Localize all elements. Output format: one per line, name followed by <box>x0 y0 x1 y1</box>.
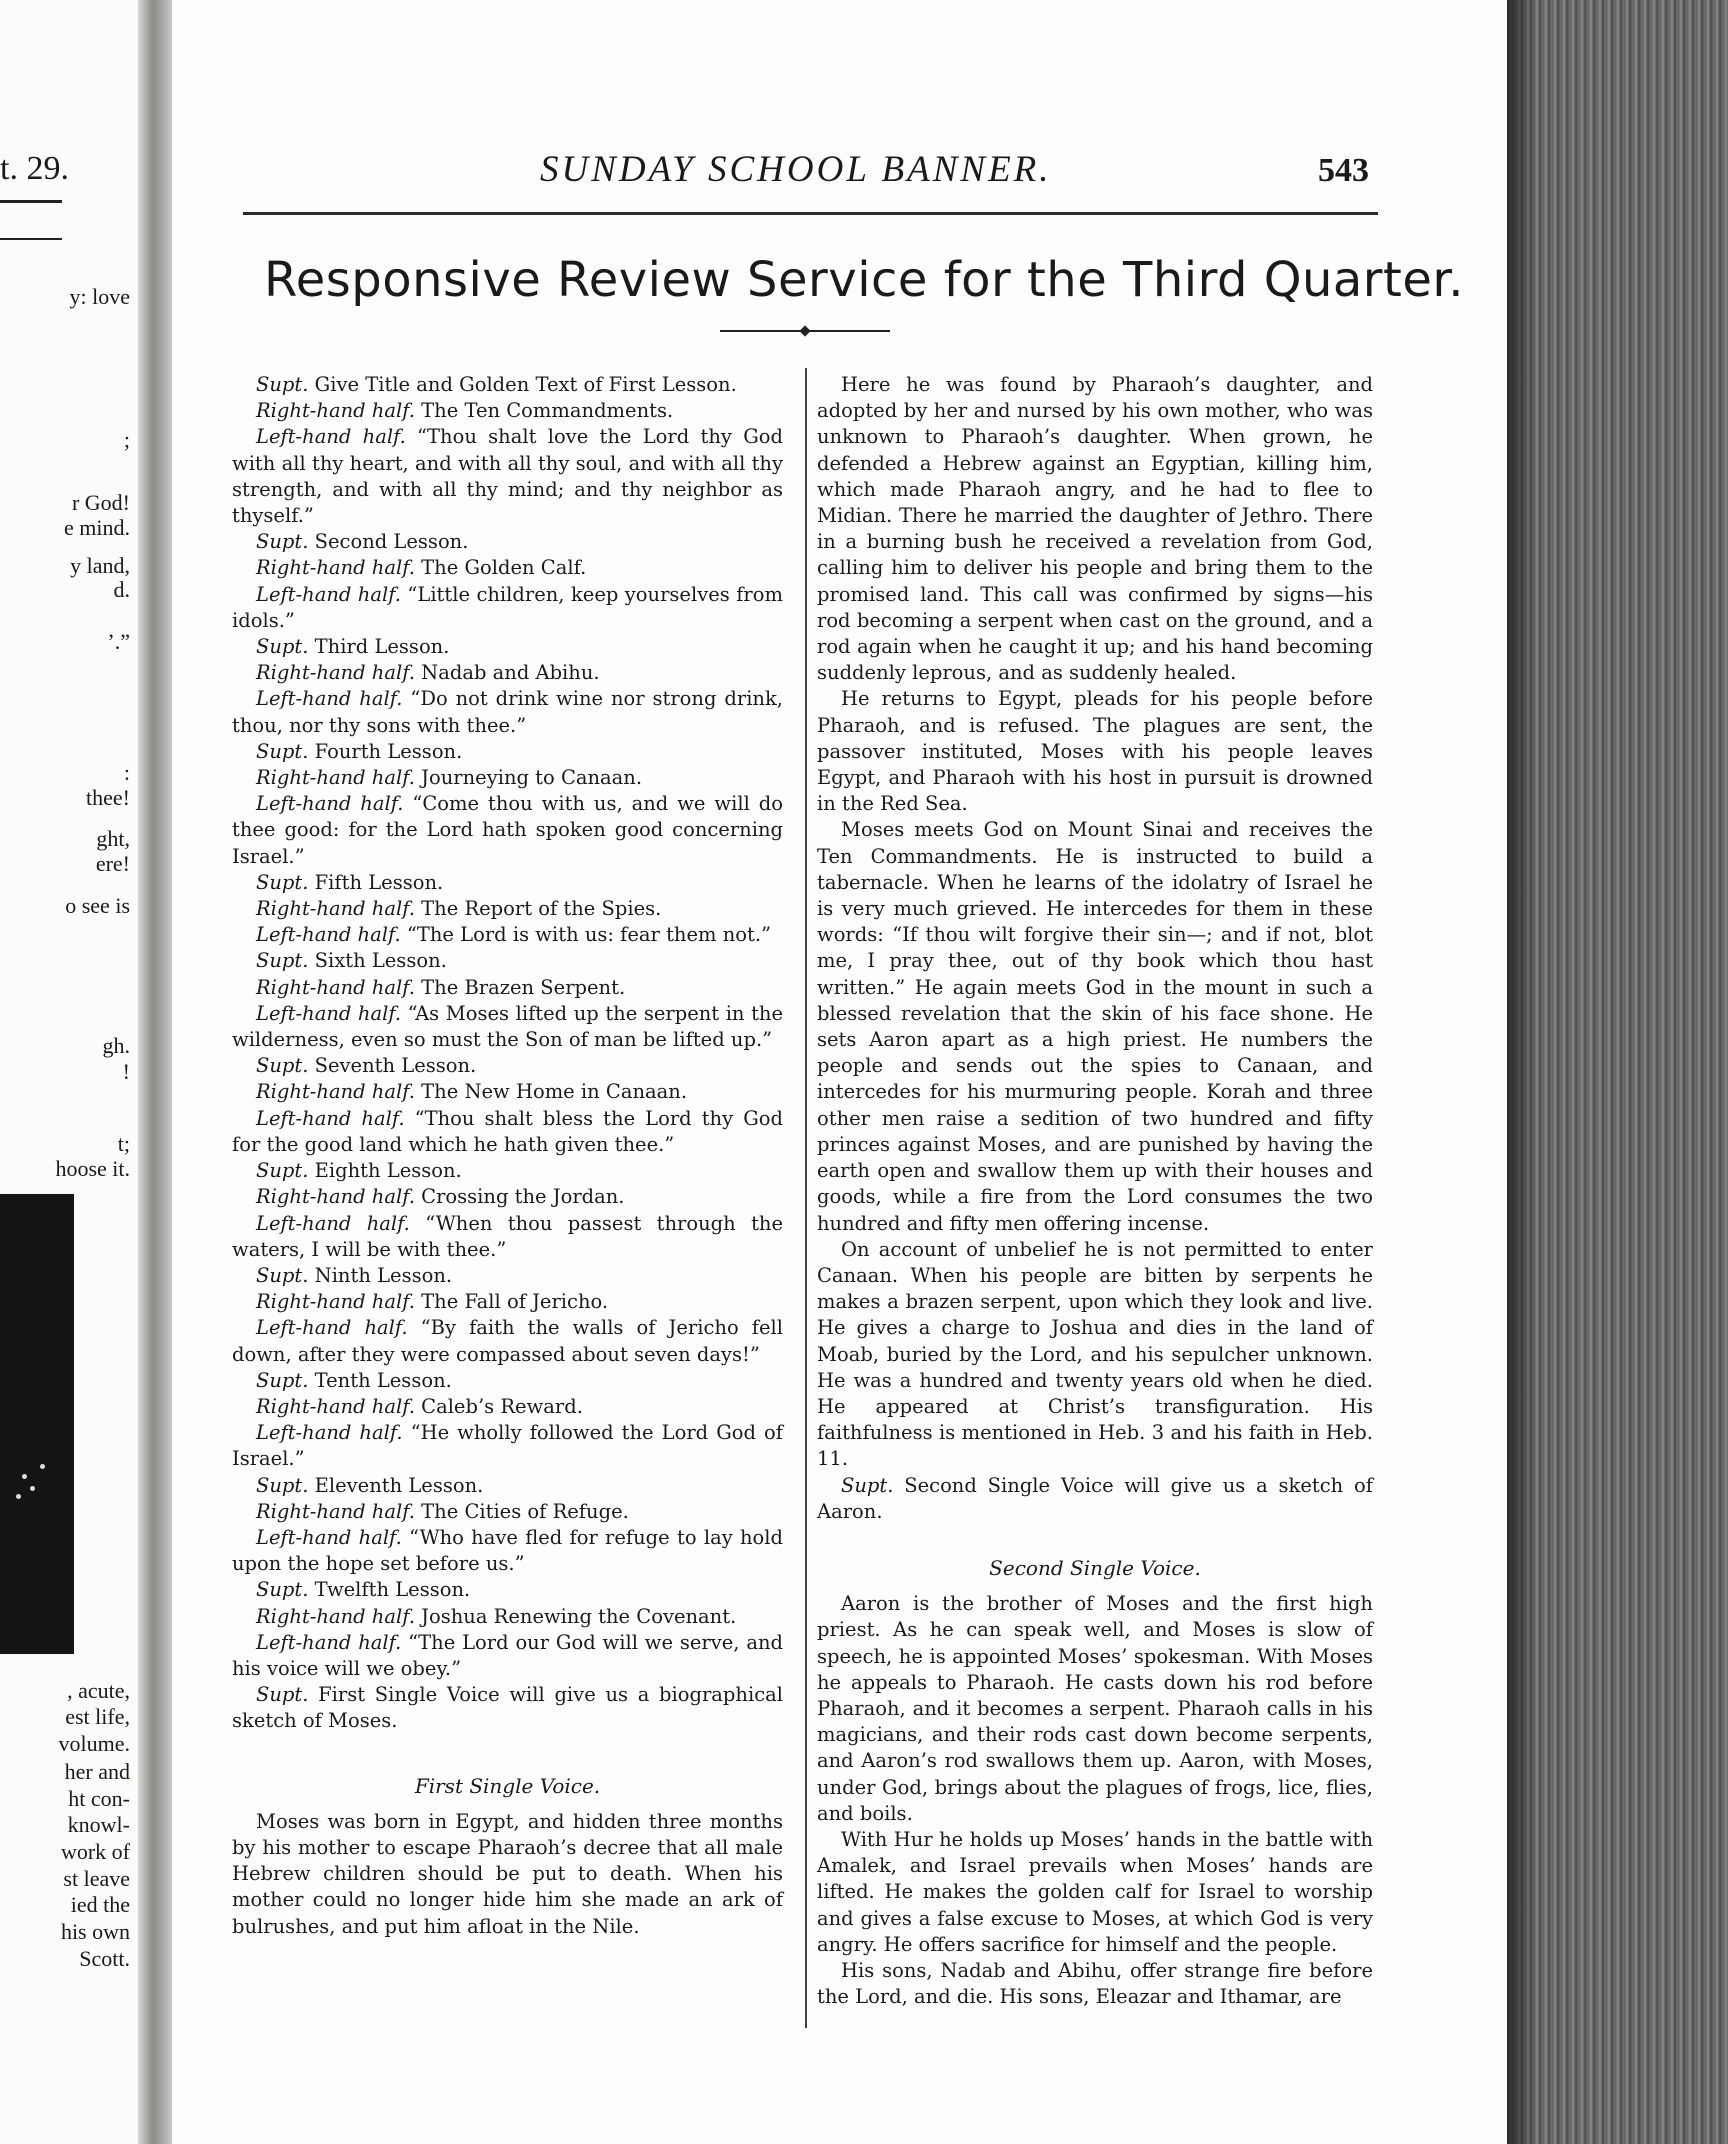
page-edges-shadow <box>1507 0 1537 2144</box>
responsive-line <box>232 765 783 791</box>
responsive-readings <box>232 372 783 1735</box>
paragraph-text: The Brazen Serpent. <box>414 975 626 999</box>
left-page-illustration <box>0 1194 74 1654</box>
paragraph-text: “The Lord our God will we serve, and his voice will we obey.” <box>232 1630 783 1680</box>
paragraph-text: “The Lord is with us: fear them not.” <box>400 923 771 947</box>
responsive-line <box>232 1158 783 1184</box>
speaker-label: Supt. <box>256 870 309 894</box>
left-page-text-fragment: ht con- <box>68 1786 130 1811</box>
responsive-line <box>232 372 783 398</box>
responsive-line <box>232 975 783 1001</box>
speaker-label: Supt. <box>256 373 309 396</box>
paragraph-text: Nadab and Abihu. <box>414 661 600 685</box>
speaker-label: Left-hand half. <box>256 1316 408 1340</box>
responsive-line <box>232 1211 783 1263</box>
left-page-text-fragment: st leave <box>63 1866 130 1891</box>
speaker-label: Right-hand half. <box>256 1080 415 1104</box>
right-column <box>817 372 1373 2010</box>
paragraph-text: Sixth Lesson. <box>308 949 447 973</box>
responsive-line <box>232 1368 783 1394</box>
responsive-line <box>232 555 783 581</box>
paragraph-text: Ninth Lesson. <box>308 1263 453 1287</box>
paragraph-text: “He wholly followed the Lord God of Israel.” <box>232 1421 784 1471</box>
left-page-text-fragment: ’.” <box>107 629 130 654</box>
biography-paragraph <box>817 686 1373 817</box>
responsive-line <box>232 1604 783 1630</box>
speaker-label: Right-hand half. <box>256 556 415 580</box>
responsive-line <box>232 424 783 529</box>
responsive-line <box>232 582 783 634</box>
paragraph-text: “When thou passest through the waters, I will be with thee.” <box>232 1211 783 1261</box>
paragraph-text: Moses meets God on Mount Sinai and receives the Ten Commandments. He is instructed to build a tabernacle. When he learns of the idolatry of Israel he is very much grieved. He intercedes for them in these words: “If thou wilt forgive their sin—; and if not, blot me, I pray thee, out of thy book which thou hast written.” He again meets God in the mount in such a blessed revelation that the skin of his face shone. He sets Aaron apart as a high priest. He numbers the people and sends out the spies to Canaan, and intercedes for his murmuring people. Korah and three other men raise a sedition of two hundred and fifty princes against Moses, and are punished by having the earth open and swallow them up with their houses and goods, while a fire from the Lord consumes the two hundred and fifty men offering incense. <box>817 818 1373 1235</box>
paragraph-text: First Single Voice will give us a biographical sketch of Moses. <box>232 1683 783 1733</box>
left-page-text-fragment: , acute, <box>67 1678 130 1703</box>
left-page-text-fragment: his own <box>60 1919 130 1944</box>
paragraph-text: Seventh Lesson. <box>308 1054 477 1078</box>
responsive-line <box>232 1394 783 1420</box>
speaker-label: Supt. <box>256 530 309 554</box>
speaker-label: Supt. <box>256 1578 309 1602</box>
paragraph-text: “Little children, keep yourselves from idols.” <box>232 582 783 632</box>
paragraph-text: “Who have fled for refuge to lay hold upon the hope set before us.” <box>232 1525 784 1576</box>
left-page-text-fragment: ght, <box>96 826 130 851</box>
responsive-line <box>232 1263 783 1289</box>
paragraph-text: The New Home in Canaan. <box>414 1080 688 1104</box>
moses-sketch <box>817 372 1373 1525</box>
paragraph-text: The Report of the Spies. <box>414 897 662 921</box>
paragraph-text: “Thou shalt bless the Lord thy God for the good land which he hath given thee.” <box>232 1106 783 1156</box>
speaker-label: Right-hand half. <box>256 975 415 999</box>
paragraph-text: “As Moses lifted up the serpent in the wilderness, even so must the Son of man be lifted up.” <box>232 1001 784 1052</box>
aaron-paragraph: Aaron is the brother of Moses and the first high priest. As he can speak well, and Moses is slow of speech, he is appointed Moses’ spokesman. With Moses he appeals to Pharaoh. He casts down his rod before Pharaoh, and it becomes a serpent. Pharaoh calls in his magicians, and their rods cast down become serpents, and Aaron’s rod swallows them up. Aaron, with Moses, under God, brings about the plagues of frogs, lice, flies, and boils. <box>817 1592 1373 1825</box>
paragraph-text: Here he was found by Pharaoh’s daughter, and adopted by her and nursed by his own mother, who was unknown to Pharaoh’s daughter. When grown, he defended a Hebrew against an Egyptian, killing him, which made Pharaoh angry, and he had to flee to Midian. There he married the daughter of Jethro. There in a burning bush he received a revelation from God, calling him to deliver his people and bring them to the promised land. This call was confirmed by signs—his rod becoming a serpent when cast on the ground, and a rod again when he caught it up; and his hand becoming suddenly leprous, and as suddenly healed. <box>817 373 1373 685</box>
speaker-label: Supt. <box>256 1159 309 1183</box>
responsive-line <box>232 1473 783 1499</box>
left-page-text-fragment: e mind. <box>64 515 130 540</box>
page-edges <box>1507 0 1728 2144</box>
speaker-label: Left-hand half. <box>256 1001 402 1025</box>
paragraph-text: Eighth Lesson. <box>308 1159 462 1183</box>
paragraph-text: On account of unbelief he is not permitted to enter Canaan. When his people are bitten by serpents he makes a brazen serpent, upon which they look and live. He gives a charge to Joshua and dies in the land of Moab, buried by the Lord, and his sepulcher unknown. He was a hundred and twenty years old when he died. He appeared at Christ’s transfiguration. His faithfulness is mentioned in Heb. 3 and his faith in Heb. 11. <box>817 1237 1373 1471</box>
paragraph-text: Twelfth Lesson. <box>308 1578 471 1602</box>
first-voice-body <box>232 1809 783 1940</box>
responsive-line <box>232 686 783 738</box>
left-page-text-fragment: ere! <box>95 851 130 876</box>
paragraph-text: The Fall of Jericho. <box>414 1290 609 1314</box>
left-page-text-fragment: r God! <box>71 490 130 515</box>
adjacent-left-page <box>0 0 138 2144</box>
article-title: Responsive Review Service for the Third Quarter. <box>264 252 1464 308</box>
responsive-line <box>232 1289 783 1315</box>
page-number: 543 <box>1318 152 1369 189</box>
first-voice-heading: First Single Voice. <box>414 1773 601 1798</box>
speaker-label: Right-hand half. <box>256 1604 415 1628</box>
speaker-label: Left-hand half. <box>256 1421 403 1445</box>
responsive-line <box>232 870 783 896</box>
paragraph-text: The Golden Calf. <box>414 556 587 580</box>
header-rule <box>243 212 1378 215</box>
speaker-label: Supt. <box>256 739 309 763</box>
left-page-text-fragment: ! <box>122 1059 130 1084</box>
responsive-line <box>232 634 783 660</box>
left-page-text-fragment: Scott. <box>79 1946 130 1971</box>
speaker-label: Supt. <box>256 1263 309 1287</box>
left-page-text-fragment: gh. <box>102 1033 130 1058</box>
speaker-label: Left-hand half. <box>256 1211 410 1235</box>
paragraph-text: The Ten Commandments. <box>414 399 674 423</box>
responsive-line <box>232 529 783 555</box>
biography-paragraph <box>817 1473 1373 1525</box>
left-page-text-fragment: hoose it. <box>55 1156 130 1181</box>
left-page-text-fragment: ; <box>123 427 130 452</box>
responsive-line <box>232 1577 783 1603</box>
speaker-label: Left-hand half. <box>256 792 404 816</box>
biography-paragraph: Moses was born in Egypt, and hidden three months by his mother to escape Pharaoh’s decree that all male Hebrew children should be put to death. When his mother could no longer hide him she made an ark of bulrushes, and put him afloat in the Nile. <box>232 1809 783 1938</box>
responsive-line <box>232 1079 783 1105</box>
second-voice-heading: Second Single Voice. <box>989 1555 1201 1580</box>
left-page-text-fragment: knowl- <box>67 1812 130 1837</box>
responsive-line <box>232 896 783 922</box>
speaker-label: Right-hand half. <box>256 1290 415 1314</box>
speaker-label: Left-hand half. <box>256 582 401 606</box>
paragraph-text: “Come thou with us, and we will do thee good: for the Lord hath spoken good concerning Israel.” <box>232 792 783 868</box>
left-page-text-fragment: y: love <box>69 284 130 309</box>
speaker-label: Supt. <box>256 1054 309 1078</box>
responsive-line <box>232 1106 783 1158</box>
responsive-line <box>232 1630 783 1682</box>
speaker-label: Left-hand half. <box>256 1630 402 1654</box>
left-page-text-fragment: her and <box>64 1759 130 1784</box>
left-page-rule <box>0 200 62 203</box>
left-page-rule <box>0 238 62 240</box>
speaker-label: Left-hand half. <box>256 923 401 947</box>
paragraph-text: Third Lesson. <box>308 635 450 659</box>
speaker-label: Right-hand half. <box>256 1499 415 1523</box>
left-page-text-fragment: ied the <box>70 1892 130 1917</box>
responsive-line <box>232 1315 783 1367</box>
left-page-text-fragment: t; <box>117 1131 130 1156</box>
left-page-text-fragment: volume. <box>58 1731 130 1756</box>
speaker-label: Left-hand half. <box>256 1525 402 1549</box>
left-page-text-fragment: y land, <box>70 553 130 578</box>
paragraph-text: Eleventh Lesson. <box>308 1473 484 1497</box>
left-page-text-fragment: thee! <box>86 785 130 810</box>
responsive-line <box>232 1499 783 1525</box>
paragraph-text: “Do not drink wine nor strong drink, thou, nor thy sons with thee.” <box>232 687 784 737</box>
aaron-paragraph: His sons, Nadab and Abihu, offer strange fire before the Lord, and die. His sons, Eleazar and Ithamar, are <box>817 1958 1373 2009</box>
paragraph-text: He returns to Egypt, pleads for his people before Pharaoh, and is refused. The plagues are sent, the passover instituted, Moses with his people leaves Egypt, and Pharaoh with his host in pursuit is drowned in the Red Sea. <box>817 687 1373 816</box>
responsive-line <box>232 398 783 424</box>
responsive-line <box>232 660 783 686</box>
speaker-label: Left-hand half. <box>256 1106 405 1130</box>
speaker-label: Supt. <box>256 1683 309 1707</box>
biography-paragraph <box>817 1237 1373 1473</box>
paragraph-text: Crossing the Jordan. <box>414 1185 625 1209</box>
responsive-line <box>232 948 783 974</box>
paragraph-text: Fourth Lesson. <box>308 739 463 763</box>
left-page-header: t. 29. <box>0 150 69 187</box>
paragraph-text: Joshua Renewing the Covenant. <box>414 1604 737 1628</box>
responsive-line <box>232 1525 783 1577</box>
paragraph-text: Fifth Lesson. <box>308 870 444 894</box>
paragraph-text: Caleb’s Reward. <box>414 1394 583 1418</box>
left-page-text-fragment: d. <box>113 577 130 602</box>
column-rule <box>805 368 807 2028</box>
paragraph-text: Second Lesson. <box>308 530 469 554</box>
left-page-text-fragment: : <box>123 760 130 785</box>
speaker-label: Left-hand half. <box>256 687 403 711</box>
speaker-label: Right-hand half. <box>256 661 415 685</box>
responsive-line <box>232 1682 783 1734</box>
responsive-line <box>232 922 783 948</box>
paragraph-text: The Cities of Refuge. <box>414 1499 629 1523</box>
biography-paragraph <box>817 372 1373 686</box>
left-page-text-fragment: est life, <box>65 1704 130 1729</box>
speaker-label: Supt. <box>841 1473 894 1497</box>
speaker-label: Right-hand half. <box>256 766 415 790</box>
responsive-line <box>232 1053 783 1079</box>
speaker-label: Supt. <box>256 1473 309 1497</box>
speaker-label: Left-hand half. <box>256 425 406 449</box>
speaker-label: Right-hand half. <box>256 1185 415 1209</box>
paragraph-text: “Thou shalt love the Lord thy God with all thy heart, and with all thy soul, and with all thy strength, and with all thy mind; and thy neighbor as thyself.” <box>232 425 783 528</box>
responsive-line <box>232 791 783 870</box>
running-head: SUNDAY SCHOOL BANNER. <box>540 149 1052 190</box>
second-voice-body <box>817 1591 1373 2010</box>
speaker-label: Supt. <box>256 1368 309 1392</box>
paragraph-text: Journeying to Canaan. <box>414 766 643 790</box>
left-page-text-fragment: work of <box>60 1839 130 1864</box>
left-column <box>232 372 783 1940</box>
paragraph-text: Give Title and Golden Text of First Lesson. <box>308 373 737 396</box>
speaker-label: Right-hand half. <box>256 897 415 921</box>
aaron-paragraph: With Hur he holds up Moses’ hands in the battle with Amalek, and Israel prevails when Moses’ hands are lifted. He makes the golden calf for Israel to worship and gives a false excuse to Moses, at which God is very angry. He offers sacrifice for himself and the people. <box>817 1827 1373 1956</box>
speaker-label: Right-hand half. <box>256 1394 415 1418</box>
responsive-line <box>232 739 783 765</box>
paragraph-text: Tenth Lesson. <box>308 1368 452 1392</box>
responsive-line <box>232 1184 783 1210</box>
left-page-text-fragment: o see is <box>65 893 130 918</box>
speaker-label: Supt. <box>256 949 309 973</box>
speaker-label: Right-hand half. <box>256 399 415 423</box>
speaker-label: Supt. <box>256 635 309 659</box>
responsive-line <box>232 1420 783 1472</box>
responsive-line <box>232 1001 783 1053</box>
paragraph-text: Second Single Voice will give us a sketch of Aaron. <box>817 1473 1373 1523</box>
book-gutter <box>138 0 172 2144</box>
paragraph-text: “By faith the walls of Jericho fell down, after they were compassed about seven days!” <box>232 1316 784 1366</box>
biography-paragraph <box>817 817 1373 1236</box>
